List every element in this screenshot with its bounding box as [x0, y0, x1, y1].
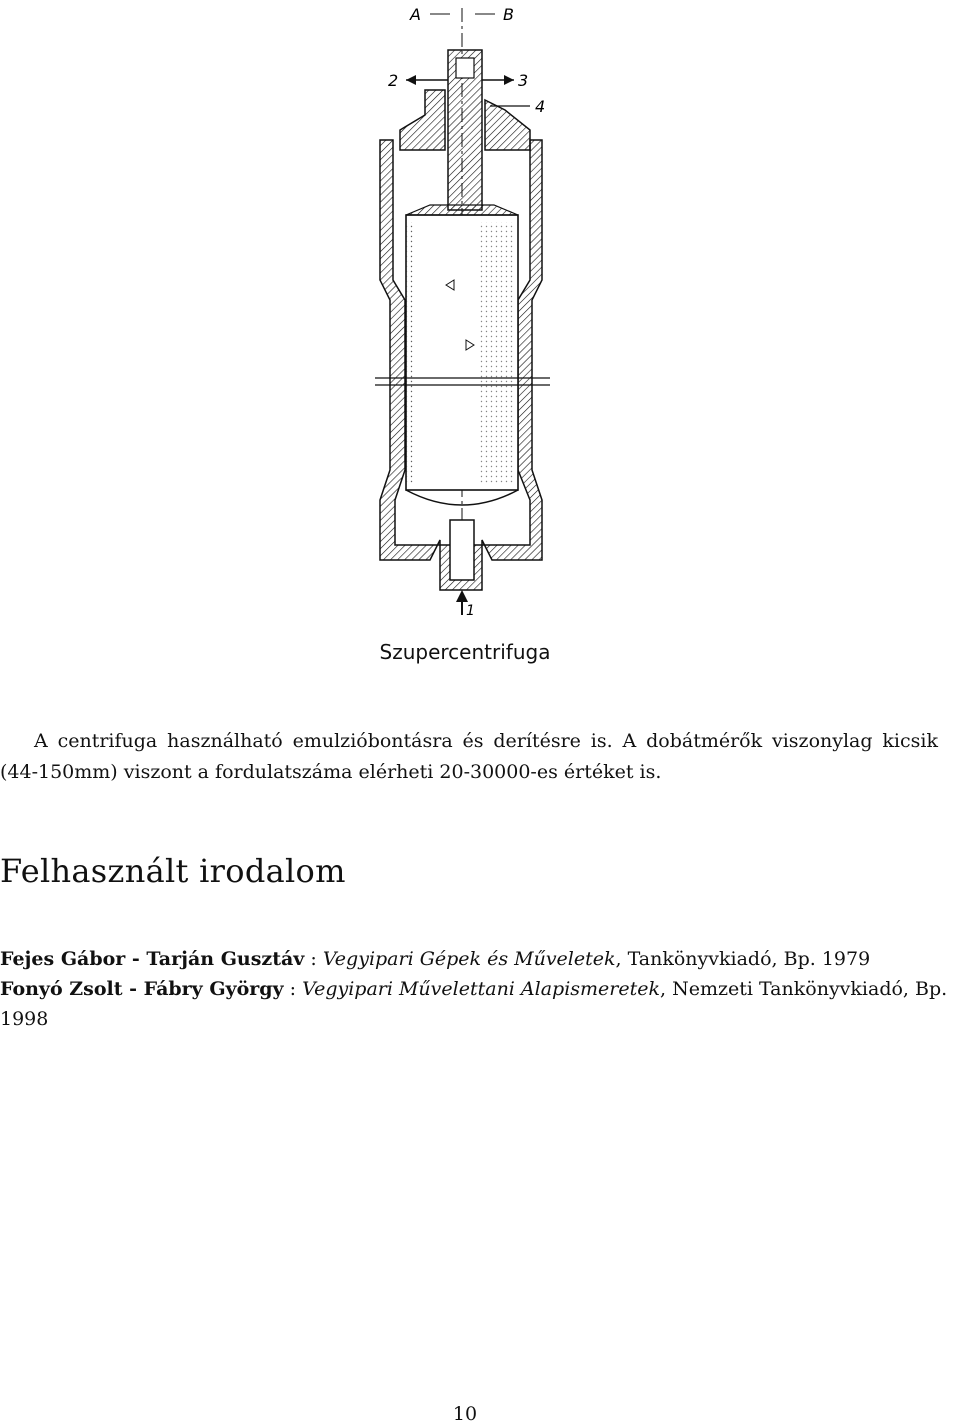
- reference-separator: :: [304, 948, 323, 970]
- figure-caption: Szupercentrifuga: [379, 640, 551, 664]
- body-paragraph-text: A centrifuga használható emulzióbontásra és derítésre is. A dobátmérők viszonylag kicsik (44-150mm) viszont a fordulatszáma elérheti 20-30000-es értéket is.: [0, 730, 938, 783]
- reference-publisher: , Nemzeti Tankönyvkiadó, Bp. 1998: [0, 978, 948, 1030]
- section-heading: Felhasznált irodalom: [0, 852, 346, 890]
- centrifuge-drawing: [370, 0, 585, 640]
- reference-authors: Fejes Gábor - Tarján Gusztáv: [0, 948, 305, 970]
- label-4: 4: [535, 97, 546, 116]
- page-number: 10: [452, 1403, 478, 1425]
- label-1: 1: [466, 603, 475, 619]
- reference-item: [0, 974, 958, 1034]
- reference-title: Vegyipari Művelettani Alapismeretek: [302, 978, 661, 1000]
- reference-authors: Fonyó Zsolt - Fábry György: [0, 978, 284, 1000]
- label-b: B: [503, 5, 514, 24]
- reference-list: [0, 944, 958, 1034]
- label-a: A: [410, 5, 421, 24]
- label-3: 3: [518, 71, 529, 90]
- label-2: 2: [388, 71, 399, 90]
- reference-separator: :: [283, 978, 303, 1000]
- body-paragraph: [0, 726, 938, 788]
- reference-publisher: , Tankönyvkiadó, Bp. 1979: [615, 948, 871, 970]
- reference-item: [0, 944, 958, 974]
- centrifuge-diagram: [370, 0, 585, 640]
- reference-title: Vegyipari Gépek és Műveletek: [322, 948, 616, 970]
